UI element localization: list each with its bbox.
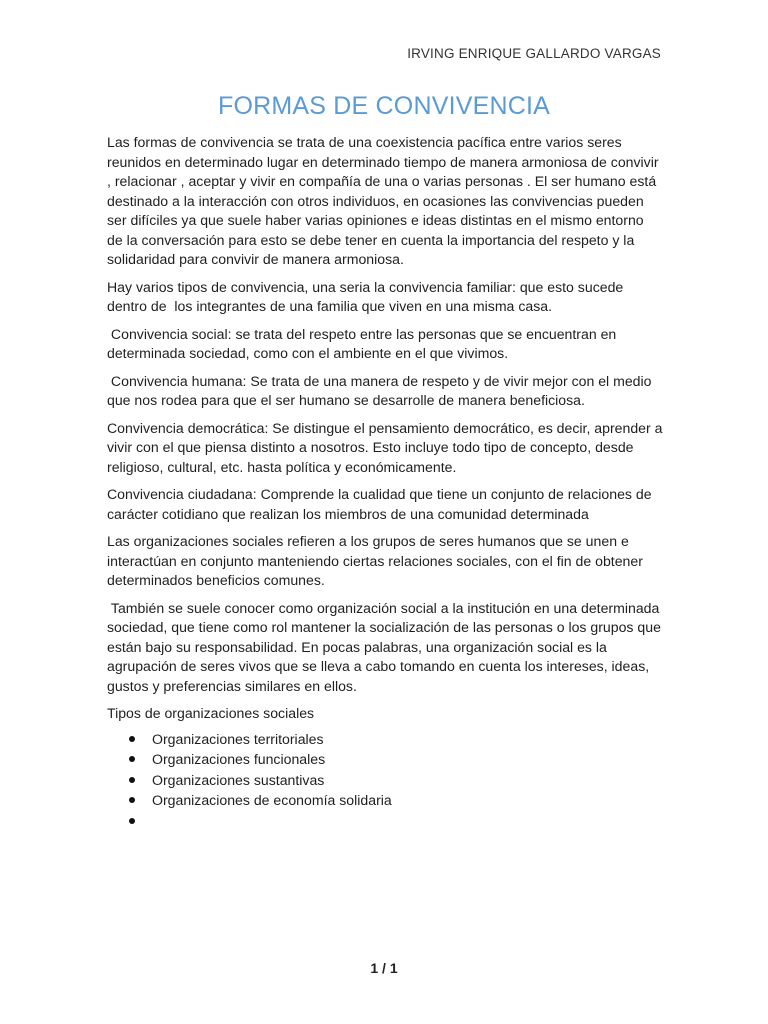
page-indicator: 1 / 1	[370, 960, 398, 976]
list-item-text: Organizaciones de economía solidaria	[152, 792, 392, 808]
header-author: IRVING ENRIQUE GALLARDO VARGAS	[407, 46, 661, 61]
paragraph-organizations: Las organizaciones sociales refieren a los grupos de seres humanos que se unen e interactúan en conjunto manteniendo ciertas relaciones sociales, con el fin de obtener determinados beneficios comunes.	[107, 533, 643, 588]
paragraph-intro: Las formas de convivencia se trata de una coexistencia pacífica entre varios seres reunidos en determinado lugar en determinado tiempo de manera armoniosa de convivir , relacionar , aceptar y vivir en compañía de una o varias personas . El ser humano está destinado a la interacción con otros individuos, en ocasiones las convivencias pueden ser difíciles ya que suele haber varias opiniones e ideas distintas en el mismo entorno de la conversación para esto se debe tener en cuenta la importancia del respeto y la solidaridad para convivir de manera armoniosa.	[107, 134, 659, 267]
document-title: FORMAS DE CONVIVENCIA	[217, 92, 551, 120]
list-item-text: Organizaciones territoriales	[152, 730, 324, 747]
paragraph-institution: También se suele conocer como organización social a la institución en una determinada sociedad, que tiene como rol mantener la socialización de las personas o los grupos que están bajo su responsabilidad. En pocas palabras, una organización social es la agrupación de seres vivos que se lleva a cabo tomando en cuenta los intereses, ideas, gustos y preferencias similares en ellos.	[107, 599, 665, 694]
document-body	[107, 133, 663, 831]
organization-types-list	[107, 729, 663, 832]
bullet-icon	[129, 818, 135, 824]
paragraph-citizen: Convivencia ciudadana: Comprende la cualidad que tiene un conjunto de relaciones de carácter cotidiano que realizan los miembros de una comunidad determinada	[107, 486, 652, 522]
bullet-icon	[129, 777, 135, 783]
paragraph-democratic: Convivencia democrática: Se distingue el pensamiento democrático, es decir, aprender a vivir con el que piensa distinto a nosotros. Esto incluye todo tipo de concepto, desde religioso, cultural, etc. hasta política y económicamente.	[107, 419, 663, 475]
bullet-icon	[129, 797, 135, 803]
list-item	[107, 749, 663, 770]
list-item-text: Organizaciones funcionales	[152, 751, 326, 767]
paragraph-types-heading: Tipos de organizaciones sociales	[107, 705, 315, 721]
list-item	[107, 770, 663, 791]
bullet-icon	[129, 756, 135, 762]
list-item	[107, 811, 663, 832]
list-item	[107, 729, 663, 750]
paragraph-social: Convivencia social: se trata del respeto entre las personas que se encuentran en determinada sociedad, como con el ambiente en el que vivimos.	[107, 325, 621, 361]
paragraph-human: Convivencia humana: Se trata de una manera de respeto y de vivir mejor con el medio que nos rodea para que el ser humano se desarrolle de manera beneficiosa.	[107, 372, 656, 408]
paragraph-family: Hay varios tipos de convivencia, una seria la convivencia familiar: que esto sucede dentro de los integrantes de una familia que viven en una misma casa.	[107, 278, 628, 314]
list-item-text: Organizaciones sustantivas	[152, 771, 325, 788]
list-item	[107, 790, 663, 811]
bullet-icon	[129, 736, 135, 742]
